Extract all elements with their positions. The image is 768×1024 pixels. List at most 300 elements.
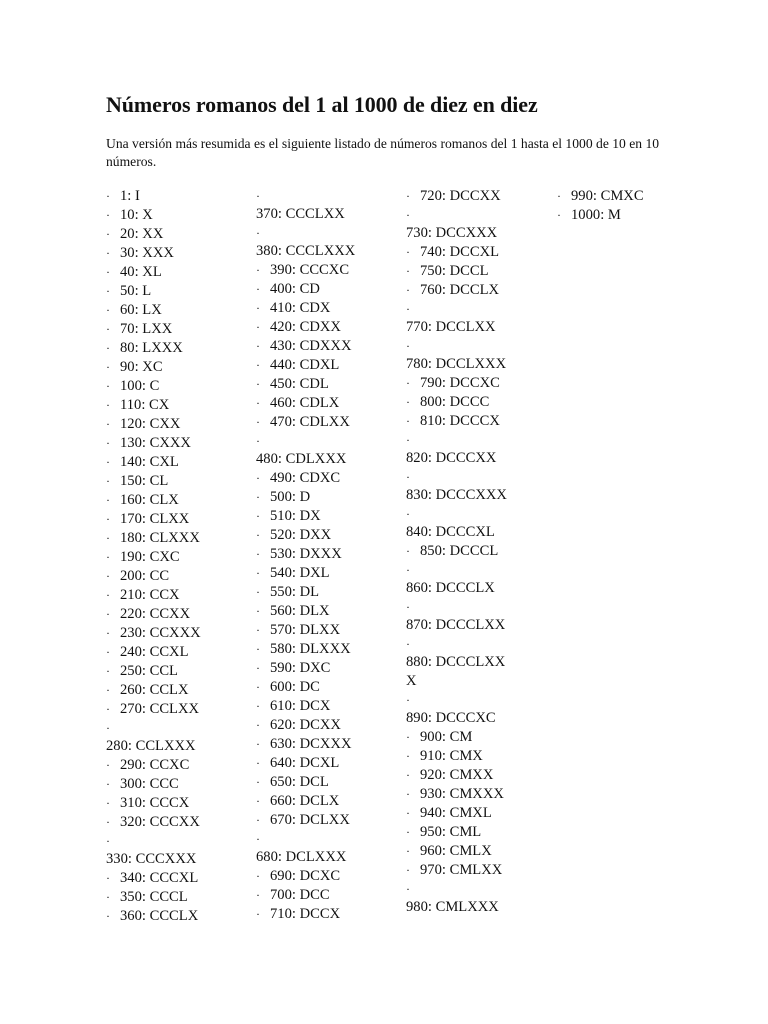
list-bullet: ·: [256, 566, 260, 580]
list-bullet: ·: [256, 813, 260, 827]
list-item: [106, 813, 246, 832]
list-bullet: ·: [106, 531, 110, 545]
list-item: [106, 187, 246, 206]
list-bullet: ·: [406, 563, 410, 577]
list-bullet: ·: [406, 787, 410, 801]
list-item-text: 620: DCXX: [270, 717, 341, 733]
list-item-text: 710: DCCX: [270, 906, 341, 922]
list-item: [406, 262, 546, 281]
list-item-text: 160: CLX: [120, 492, 179, 508]
list-item: [106, 320, 246, 339]
list-item-text: 420: CDXX: [270, 319, 341, 335]
list-item: [256, 526, 396, 545]
list-bullet: ·: [406, 339, 410, 353]
list-item-text: 930: CMXXX: [420, 786, 504, 802]
list-item: [256, 830, 396, 867]
list-bullet: ·: [406, 302, 410, 316]
list-item-text: 260: CCLX: [120, 682, 189, 698]
list-item: [256, 905, 396, 924]
list-item-text: 460: CDLX: [270, 395, 340, 411]
list-item-text: 80: LXXX: [120, 340, 183, 356]
list-bullet: ·: [106, 208, 110, 222]
list-item-text: 530: DXXX: [270, 546, 342, 562]
list-item: [256, 754, 396, 773]
list-item: [256, 659, 396, 678]
list-bullet: ·: [406, 264, 410, 278]
list-bullet: ·: [406, 544, 410, 558]
list-item: [406, 861, 546, 880]
intro-paragraph: Una versión más resumida es el siguiente listado de números romanos del 1 hasta el 1000 de 10 en 10 números.: [106, 136, 660, 169]
list-bullet: ·: [106, 607, 110, 621]
list-bullet: ·: [406, 882, 410, 896]
list-bullet: ·: [406, 414, 410, 428]
list-item-text: 840: DCCCXL: [406, 524, 495, 540]
list-item: [106, 415, 246, 434]
list-item: [406, 691, 546, 728]
list-item-text: 440: CDXL: [270, 357, 340, 373]
list-item-text: 200: CC: [120, 568, 170, 584]
list-bullet: ·: [256, 377, 260, 391]
list-bullet: ·: [256, 642, 260, 656]
list-bullet: ·: [406, 507, 410, 521]
list-item: [256, 640, 396, 659]
list-bullet: ·: [106, 284, 110, 298]
list-item-text: 120: CXX: [120, 416, 181, 432]
list-item: [106, 358, 246, 377]
list-bullet: ·: [406, 825, 410, 839]
list-bullet: ·: [106, 189, 110, 203]
list-item: [106, 396, 246, 415]
list-bullet: ·: [406, 433, 410, 447]
list-bullet: ·: [106, 626, 110, 640]
list-bullet: ·: [106, 493, 110, 507]
list-item: [256, 337, 396, 356]
list-item: [557, 187, 697, 206]
list-item-text: 540: DXL: [270, 565, 330, 581]
list-item-text: 960: CMLX: [420, 843, 492, 859]
list-bullet: ·: [256, 585, 260, 599]
list-item-text: 590: DXC: [270, 660, 331, 676]
list-bullet: ·: [106, 474, 110, 488]
list-item-text: 800: DCCC: [420, 394, 490, 410]
list-item: [256, 299, 396, 318]
list-item: [256, 280, 396, 299]
list-item-text: 670: DCLXX: [270, 812, 350, 828]
list-item-text: 610: DCX: [270, 698, 331, 714]
list-item-text: 390: CCCXC: [270, 262, 350, 278]
list-item: [256, 375, 396, 394]
list-item: [106, 643, 246, 662]
list-item: [406, 542, 546, 561]
list-bullet: ·: [256, 756, 260, 770]
list-bullet: ·: [106, 550, 110, 564]
list-item: [406, 206, 546, 243]
list-item-text: 940: CMXL: [420, 805, 492, 821]
list-item: [406, 337, 546, 374]
list-item-text: 520: DXX: [270, 527, 332, 543]
list-item-text: 880: DCCCLXX: [406, 654, 506, 670]
list-bullet: ·: [106, 512, 110, 526]
list-item: [106, 700, 246, 719]
list-item-text: 890: DCCCXC: [406, 710, 496, 726]
list-item-text: 30: XXX: [120, 245, 174, 261]
list-bullet: ·: [406, 245, 410, 259]
list-item-text: 910: CMX: [420, 748, 483, 764]
list-item: [256, 621, 396, 640]
list-bullet: ·: [106, 265, 110, 279]
list-bullet: ·: [106, 702, 110, 716]
list-bullet: ·: [256, 869, 260, 883]
list-bullet: ·: [106, 227, 110, 241]
list-item-text: 770: DCCLXX: [406, 319, 496, 335]
list-item-text: 550: DL: [270, 584, 320, 600]
list-item-text: 170: CLXX: [120, 511, 190, 527]
list-item-text: 50: L: [120, 283, 152, 299]
list-item: [256, 773, 396, 792]
list-item-text: 380: CCCLXXX: [256, 243, 356, 259]
list-item-text: 900: CM: [420, 729, 473, 745]
list-bullet: ·: [406, 863, 410, 877]
list-column-2: [256, 187, 396, 924]
list-column-4: [557, 187, 697, 225]
list-item: [106, 453, 246, 472]
list-item-text: 650: DCL: [270, 774, 329, 790]
list-bullet: ·: [256, 490, 260, 504]
list-item: [106, 567, 246, 586]
list-bullet: ·: [106, 379, 110, 393]
list-item: [256, 432, 396, 469]
list-item-text: 870: DCCCLXX: [406, 617, 506, 633]
list-item: [256, 811, 396, 830]
list-bullet: ·: [256, 737, 260, 751]
list-item: [406, 243, 546, 262]
list-bullet: ·: [106, 360, 110, 374]
list-bullet: ·: [106, 777, 110, 791]
list-item-text: 150: CL: [120, 473, 169, 489]
list-bullet: ·: [256, 718, 260, 732]
list-item: [406, 804, 546, 823]
list-item-text: 690: DCXC: [270, 868, 341, 884]
list-item-text: 480: CDLXXX: [256, 451, 347, 467]
list-item-text: 570: DLXX: [270, 622, 341, 638]
list-item-text: 920: CMXX: [420, 767, 494, 783]
list-bullet: ·: [106, 890, 110, 904]
list-item: [406, 300, 546, 337]
list-bullet: ·: [256, 263, 260, 277]
list-item: [256, 697, 396, 716]
list-item: [406, 766, 546, 785]
list-item-text: 600: DC: [270, 679, 320, 695]
list-bullet: ·: [256, 661, 260, 675]
list-bullet: ·: [106, 436, 110, 450]
list-bullet: ·: [557, 208, 561, 222]
list-item-text: 820: DCCCXX: [406, 450, 497, 466]
list-item: [256, 356, 396, 375]
list-bullet: ·: [406, 806, 410, 820]
list-item-text: 750: DCCL: [420, 263, 489, 279]
list-item-text: 640: DCXL: [270, 755, 340, 771]
list-bullet: ·: [256, 282, 260, 296]
list-item: [406, 728, 546, 747]
list-bullet: ·: [106, 834, 110, 848]
list-item: [106, 756, 246, 775]
list-item-text: 330: CCCXXX: [106, 851, 197, 867]
list-item-text: 110: CX: [120, 397, 170, 413]
list-bullet: ·: [256, 794, 260, 808]
list-item: [106, 472, 246, 491]
list-item: [106, 377, 246, 396]
list-bullet: ·: [406, 376, 410, 390]
list-item-text: 370: CCCLXX: [256, 206, 345, 222]
list-item-text: 780: DCCLXXX: [406, 356, 507, 372]
list-item: [256, 886, 396, 905]
list-item-text: 850: DCCCL: [420, 543, 499, 559]
list-item: [406, 561, 546, 598]
list-item: [106, 434, 246, 453]
list-item-text: 430: CDXXX: [270, 338, 352, 354]
list-bullet: ·: [106, 683, 110, 697]
list-bullet: ·: [256, 832, 260, 846]
list-column-1: [106, 187, 246, 926]
list-item-text: 760: DCCLX: [420, 282, 500, 298]
list-item-text: 560: DLX: [270, 603, 330, 619]
list-item-text: 950: CML: [420, 824, 482, 840]
list-bullet: ·: [106, 322, 110, 336]
list-item: [106, 586, 246, 605]
list-item-text: 1: I: [120, 188, 140, 204]
list-item-text: 790: DCCXC: [420, 375, 500, 391]
list-bullet: ·: [106, 588, 110, 602]
list-item-text: 860: DCCCLX: [406, 580, 495, 596]
list-item: [256, 187, 396, 224]
list-item: [406, 598, 546, 635]
list-item: [106, 832, 246, 869]
list-item-text: 980: CMLXXX: [406, 899, 499, 915]
list-item-text: 10: X: [120, 207, 153, 223]
list-item-text: 20: XX: [120, 226, 164, 242]
list-bullet: ·: [256, 547, 260, 561]
list-item: [406, 505, 546, 542]
list-bullet: ·: [256, 434, 260, 448]
list-item: [106, 491, 246, 510]
list-bullet: ·: [406, 395, 410, 409]
list-item: [256, 735, 396, 754]
list-item-text: 180: CLXXX: [120, 530, 200, 546]
list-item-text: 310: CCCX: [120, 795, 190, 811]
list-item: [256, 678, 396, 697]
list-bullet: ·: [256, 623, 260, 637]
list-item: [256, 867, 396, 886]
list-bullet: ·: [406, 749, 410, 763]
list-bullet: ·: [406, 470, 410, 484]
list-item-text: 280: CCLXXX: [106, 738, 196, 754]
list-bullet: ·: [256, 301, 260, 315]
list-item-text: 230: CCXXX: [120, 625, 201, 641]
list-bullet: ·: [106, 398, 110, 412]
list-item-text: 190: CXC: [120, 549, 180, 565]
list-item: [256, 394, 396, 413]
list-column-3: [406, 187, 546, 917]
list-bullet: ·: [106, 871, 110, 885]
list-item: [106, 244, 246, 263]
list-item-text: 810: DCCCX: [420, 413, 500, 429]
list-item: [406, 412, 546, 431]
list-item-text: 300: CCC: [120, 776, 179, 792]
list-item-text: 510: DX: [270, 508, 321, 524]
list-bullet: ·: [256, 604, 260, 618]
list-bullet: ·: [406, 637, 410, 651]
list-item: [106, 662, 246, 681]
list-item-text: 270: CCLXX: [120, 701, 200, 717]
list-bullet: ·: [256, 888, 260, 902]
list-item: [256, 564, 396, 583]
list-bullet: ·: [106, 721, 110, 735]
list-bullet: ·: [256, 699, 260, 713]
list-item-text: 350: CCCL: [120, 889, 188, 905]
list-item: [406, 431, 546, 468]
list-item: [406, 374, 546, 393]
list-item: [406, 842, 546, 861]
list-bullet: ·: [256, 775, 260, 789]
list-bullet: ·: [256, 528, 260, 542]
list-item: [406, 785, 546, 804]
list-item: [106, 869, 246, 888]
list-item: [106, 225, 246, 244]
list-item: [256, 469, 396, 488]
list-item-text: 450: CDL: [270, 376, 329, 392]
list-bullet: ·: [106, 417, 110, 431]
list-bullet: ·: [256, 509, 260, 523]
list-bullet: ·: [106, 909, 110, 923]
list-item: [256, 413, 396, 432]
list-item: [406, 468, 546, 505]
list-item-text: 290: CCXC: [120, 757, 190, 773]
list-bullet: ·: [106, 645, 110, 659]
list-item: [106, 510, 246, 529]
list-item: [557, 206, 697, 225]
list-item-text: 130: CXXX: [120, 435, 191, 451]
list-item-text: 500: D: [270, 489, 311, 505]
list-bullet: ·: [406, 600, 410, 614]
list-bullet: ·: [256, 339, 260, 353]
list-bullet: ·: [256, 189, 260, 203]
list-item-text: 830: DCCCXXX: [406, 487, 507, 503]
list-item-text: 70: LXX: [120, 321, 173, 337]
list-item-text: 740: DCCXL: [420, 244, 500, 260]
list-bullet: ·: [106, 341, 110, 355]
list-item: [256, 261, 396, 280]
list-item-text: 490: CDXC: [270, 470, 341, 486]
list-bullet: ·: [557, 189, 561, 203]
list-bullet: ·: [256, 396, 260, 410]
list-item-text: 60: LX: [120, 302, 162, 318]
list-item-text: 140: CXL: [120, 454, 179, 470]
list-item-text: 630: DCXXX: [270, 736, 352, 752]
list-item-text: 990: CMXC: [571, 188, 644, 204]
list-item-text: 680: DCLXXX: [256, 849, 347, 865]
list-bullet: ·: [106, 815, 110, 829]
list-item: [106, 907, 246, 926]
list-item-text: 360: CCCLX: [120, 908, 199, 924]
list-item: [106, 282, 246, 301]
list-bullet: ·: [406, 208, 410, 222]
list-bullet: ·: [256, 471, 260, 485]
list-item-text-continuation: X: [406, 673, 417, 689]
list-item: [256, 224, 396, 261]
list-item: [406, 281, 546, 300]
list-item: [406, 823, 546, 842]
list-item-text: 400: CD: [270, 281, 320, 297]
list-item-text: 90: XC: [120, 359, 163, 375]
list-bullet: ·: [256, 358, 260, 372]
list-item: [106, 605, 246, 624]
list-item-text: 1000: M: [571, 207, 621, 223]
list-bullet: ·: [256, 320, 260, 334]
list-item: [406, 635, 546, 691]
list-item-text: 660: DCLX: [270, 793, 340, 809]
list-item: [406, 880, 546, 917]
list-bullet: ·: [256, 415, 260, 429]
list-item: [106, 548, 246, 567]
list-item-text: 210: CCX: [120, 587, 180, 603]
list-item: [106, 529, 246, 548]
list-bullet: ·: [256, 680, 260, 694]
list-item: [106, 263, 246, 282]
list-bullet: ·: [406, 189, 410, 203]
list-bullet: ·: [106, 246, 110, 260]
list-bullet: ·: [406, 730, 410, 744]
list-item: [406, 187, 546, 206]
list-bullet: ·: [106, 664, 110, 678]
list-bullet: ·: [406, 768, 410, 782]
list-item-text: 700: DCC: [270, 887, 330, 903]
list-bullet: ·: [106, 569, 110, 583]
list-item: [406, 747, 546, 766]
list-bullet: ·: [106, 455, 110, 469]
list-item: [106, 624, 246, 643]
list-item: [106, 719, 246, 756]
list-item: [106, 339, 246, 358]
list-bullet: ·: [106, 758, 110, 772]
list-bullet: ·: [106, 303, 110, 317]
list-item: [106, 681, 246, 700]
list-item-text: 40: XL: [120, 264, 162, 280]
list-item-text: 100: C: [120, 378, 160, 394]
list-item-text: 730: DCCXXX: [406, 225, 498, 241]
list-item: [106, 888, 246, 907]
list-item-text: 580: DLXXX: [270, 641, 351, 657]
list-item-text: 970: CMLXX: [420, 862, 503, 878]
page-title: Números romanos del 1 al 1000 de diez en diez: [106, 92, 538, 117]
list-item-text: 470: CDLXX: [270, 414, 350, 430]
list-item-text: 320: CCCXX: [120, 814, 200, 830]
list-bullet: ·: [406, 844, 410, 858]
list-item: [256, 545, 396, 564]
list-item: [256, 318, 396, 337]
list-item-text: 220: CCXX: [120, 606, 191, 622]
list-item: [256, 602, 396, 621]
list-item-text: 340: CCCXL: [120, 870, 199, 886]
list-item: [256, 716, 396, 735]
list-item-text: 250: CCL: [120, 663, 178, 679]
list-bullet: ·: [406, 693, 410, 707]
list-item: [256, 507, 396, 526]
list-item-text: 410: CDX: [270, 300, 331, 316]
list-bullet: ·: [406, 283, 410, 297]
list-item: [256, 583, 396, 602]
list-item: [106, 206, 246, 225]
list-item-text: 240: CCXL: [120, 644, 189, 660]
